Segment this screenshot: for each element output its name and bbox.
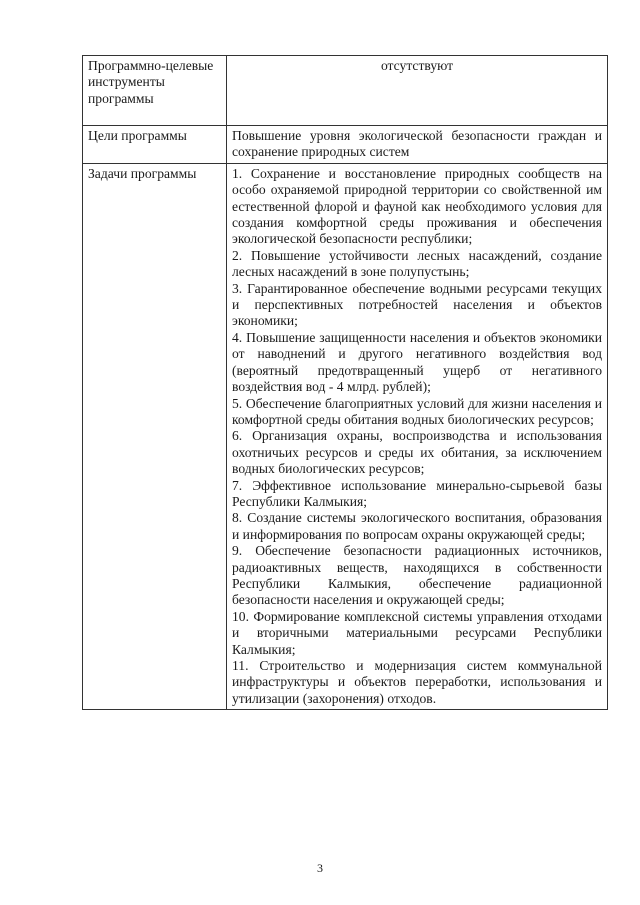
task-item-3: 3. Гарантированное обеспечение водными ресурсами текущих и перспективных потребностей населения и объектов экономики; xyxy=(232,280,602,329)
task-item-2: 2. Повышение устойчивости лесных насаждений, создание лесных насаждений в зоне полупустынь; xyxy=(232,247,602,280)
task-item-5: 5. Обеспечение благоприятных условий для жизни населения и комфортной среды обитания водных биологических ресурсов; xyxy=(232,395,602,427)
row-value-goals: Повышение уровня экологической безопасности граждан и сохранение природных систем xyxy=(227,126,608,164)
program-passport-table xyxy=(82,55,608,710)
table-row xyxy=(83,163,608,709)
task-item-7: 7. Эффективное использование минерально-сырьевой базы Республики Калмыкия; xyxy=(232,477,602,509)
row-value-instruments: отсутствуют xyxy=(227,56,608,126)
row-label-goals: Цели программы xyxy=(83,126,227,164)
task-item-4: 4. Повышение защищенности населения и объектов экономики от наводнений и другого негативного воздействия вод (вероятный предотвращенный ущерб от негативного воздействия вод - 4 млрд. рублей); xyxy=(232,329,602,395)
table-row xyxy=(83,126,608,164)
task-item-8: 8. Создание системы экологического воспитания, образования и информирования по вопросам охраны окружающей среды; xyxy=(232,510,602,542)
row-value-tasks xyxy=(227,163,608,709)
task-item-10: 10. Формирование комплексной системы управления отходами и вторичными материальными ресурсами Республики Калмыкия; xyxy=(232,608,602,657)
row-label-tasks: Задачи программы xyxy=(83,163,227,709)
page-number: 3 xyxy=(317,861,323,875)
task-item-6: 6. Организация охраны, воспроизводства и использования охотничьих ресурсов и среды их обитания, за исключением водных биологических ресурсов; xyxy=(232,428,602,477)
task-item-9: 9. Обеспечение безопасности радиационных источников, радиоактивных веществ, находящихся в собственности Республики Калмыкия, обеспечение радиационной безопасности населения и окружающей среды; xyxy=(232,543,602,608)
task-item-1: 1. Сохранение и восстановление природных сообществ на особо охраняемой природной территории со свойственной им естественной флорой и фауной как необходимого условия для создания комфортной среды проживания и обеспечения экологической безопасности республики; xyxy=(232,165,602,247)
table-row xyxy=(83,56,608,126)
task-item-11: 11. Строительство и модернизация систем коммунальной инфраструктуры и объектов переработки, использования и утилизации (захоронения) отходов. xyxy=(232,658,602,706)
row-label-instruments: Программно-целевые инструменты программы xyxy=(83,56,227,126)
